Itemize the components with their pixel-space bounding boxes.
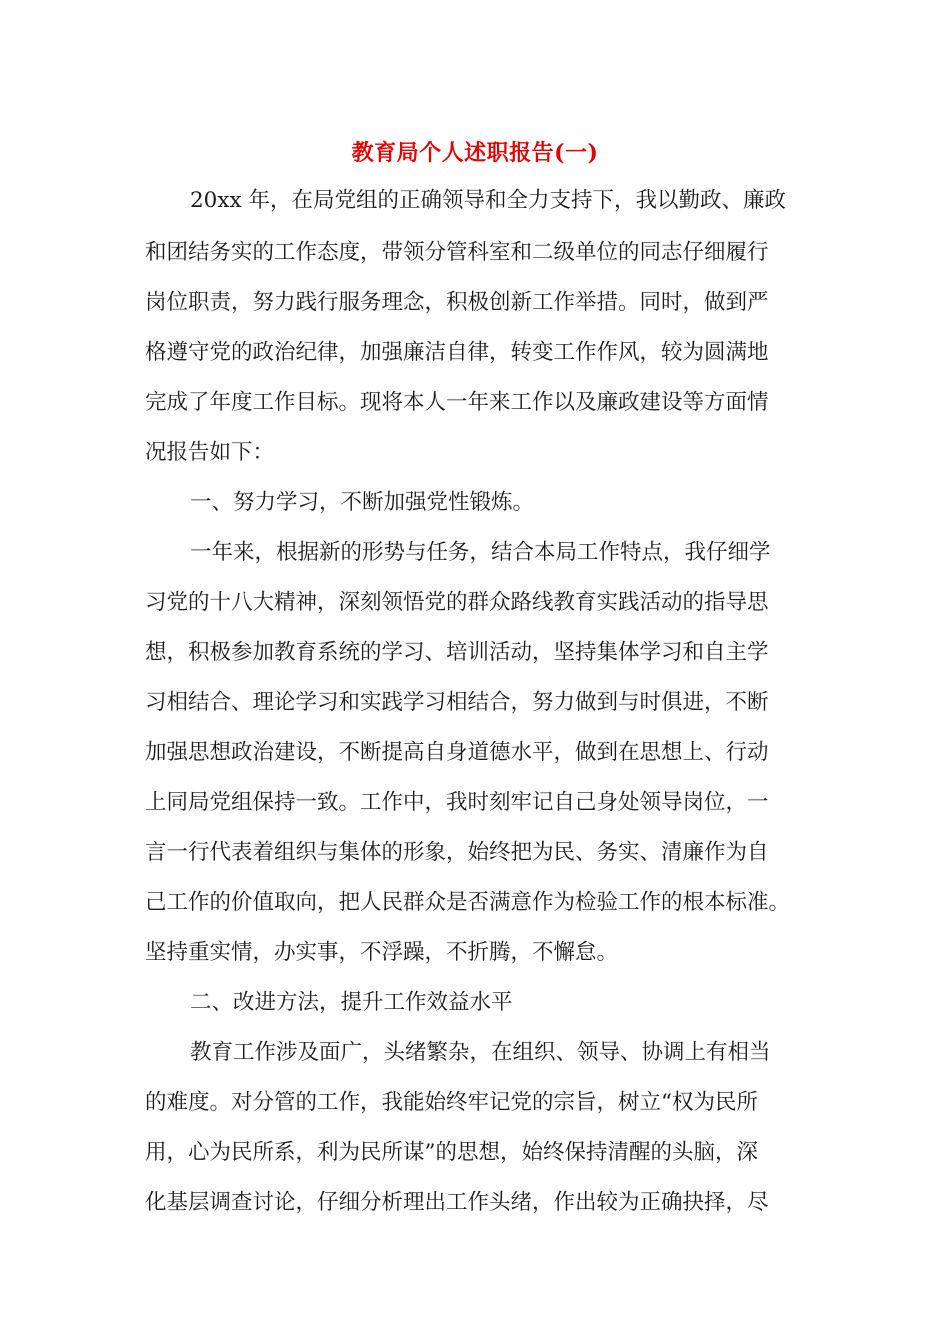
- paragraph-line: 化基层调查讨论，仔细分析理出工作头绪，作出较为正确抉择，尽: [145, 1190, 769, 1215]
- section-heading: 一、努力学习，不断加强党性锻炼。: [190, 490, 535, 515]
- paragraph-line: 况报告如下：: [145, 440, 275, 465]
- paragraph-line: 岗位职责，努力践行服务理念，积极创新工作举措。同时，做到严: [145, 290, 769, 315]
- paragraph-line: 坚持重实情，办实事，不浮躁，不折腾，不懈怠。: [145, 940, 619, 965]
- document-title: 教育局个人述职报告(一): [351, 140, 599, 166]
- paragraph-line: 习党的十八大精神，深刻领悟党的群众路线教育实践活动的指导思: [145, 590, 769, 615]
- paragraph-line: 20xx 年，在局党组的正确领导和全力支持下，我以勤政、廉政: [190, 188, 786, 213]
- paragraph-line: 加强思想政治建设，不断提高自身道德水平，做到在思想上、行动: [145, 740, 769, 765]
- paragraph-line: 己工作的价值取向，把人民群众是否满意作为检验工作的根本标准。: [145, 890, 791, 915]
- section-heading: 二、改进方法，提升工作效益水平: [190, 990, 513, 1015]
- paragraph-line: 的难度。对分管的工作，我能始终牢记党的宗旨，树立“权为民所: [145, 1090, 758, 1115]
- paragraph-line: 格遵守党的政治纪律，加强廉洁自律，转变工作作风，较为圆满地: [145, 340, 769, 365]
- paragraph-line: 完成了年度工作目标。现将本人一年来工作以及廉政建设等方面情: [145, 390, 769, 415]
- paragraph-line: 上同局党组保持一致。工作中，我时刻牢记自己身处领导岗位，一: [145, 790, 769, 815]
- paragraph-line: 习相结合、理论学习和实践学习相结合，努力做到与时俱进，不断: [145, 690, 769, 715]
- paragraph-line: 和团结务实的工作态度，带领分管科室和二级单位的同志仔细履行: [145, 240, 769, 265]
- paragraph-line: 用，心为民所系，利为民所谋”的思想，始终保持清醒的头脑，深: [145, 1140, 758, 1165]
- paragraph-line: 想，积极参加教育系统的学习、培训活动，坚持集体学习和自主学: [145, 640, 769, 665]
- paragraph-line: 教育工作涉及面广，头绪繁杂，在组织、领导、协调上有相当: [190, 1040, 771, 1065]
- paragraph-line: 言一行代表着组织与集体的形象，始终把为民、务实、清廉作为自: [145, 840, 769, 865]
- paragraph-line: 一年来，根据新的形势与任务，结合本局工作特点，我仔细学: [190, 540, 771, 565]
